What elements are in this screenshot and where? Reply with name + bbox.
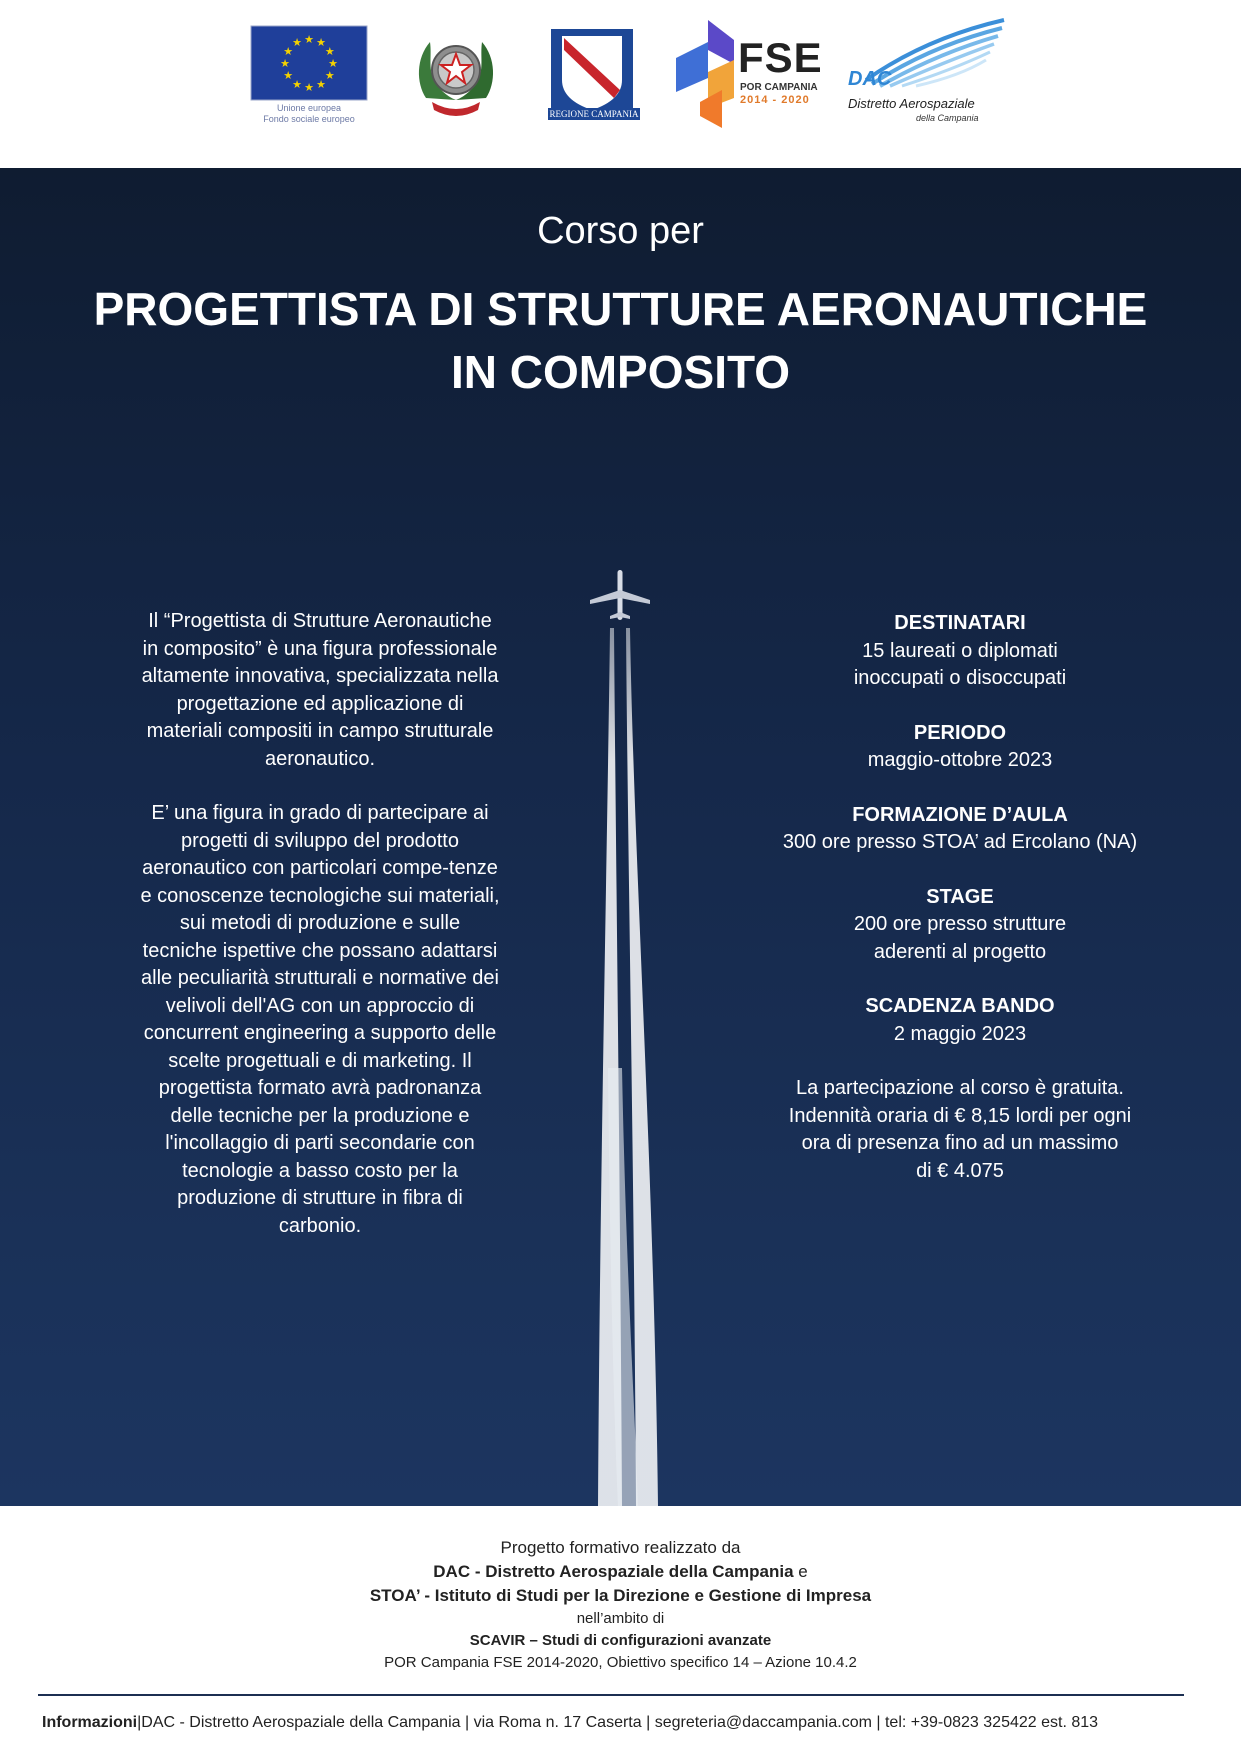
contact-info bbox=[42, 1714, 1098, 1732]
note-line-2: Indennità oraria di € 8,15 lordi per ogni bbox=[788, 1104, 1132, 1127]
fse-logo bbox=[676, 20, 836, 130]
eu-star-icon: ★ bbox=[316, 78, 326, 91]
footer-line-3: STOA’ - Istituto di Studi per la Direzione e Gestione di Impresa bbox=[369, 1586, 872, 1605]
fse-line-2: 2014 - 2020 bbox=[740, 94, 810, 106]
course-title bbox=[0, 278, 1241, 404]
info-note bbox=[770, 1075, 1150, 1185]
info-scadenza bbox=[770, 993, 1150, 1048]
eu-star-icon: ★ bbox=[292, 37, 302, 50]
dac-acronym: DAC bbox=[848, 68, 892, 90]
stage-line-2: aderenti al progetto bbox=[873, 940, 1047, 963]
fse-mark-icon bbox=[676, 20, 742, 128]
hero-section bbox=[0, 168, 1241, 1506]
formazione-heading: FORMAZIONE D’AULA bbox=[852, 803, 1068, 826]
info-periodo bbox=[770, 720, 1150, 775]
eu-star-icon: ★ bbox=[304, 34, 314, 46]
scadenza-heading: SCADENZA BANDO bbox=[865, 995, 1055, 1017]
contact-separator: | bbox=[137, 1714, 142, 1731]
footer-line-2-tail: e bbox=[793, 1562, 808, 1581]
dac-logo bbox=[846, 18, 1016, 130]
course-details bbox=[770, 610, 1150, 1212]
course-subtitle: Corso per bbox=[537, 210, 704, 252]
footer-dac-name: DAC - Distretto Aerospaziale della Campania bbox=[433, 1562, 794, 1581]
footer bbox=[0, 1506, 1241, 1754]
italian-emblem-icon bbox=[412, 28, 500, 120]
formazione-line-1: 300 ore presso STOA’ ad Ercolano (NA) bbox=[782, 831, 1138, 853]
airplane-icon bbox=[590, 570, 650, 620]
eu-flag-icon bbox=[250, 25, 368, 101]
footer-line-2 bbox=[0, 1562, 1241, 1582]
stage-line-1: 200 ore presso strutture bbox=[853, 913, 1067, 935]
footer-line-1: Progetto formativo realizzato da bbox=[500, 1538, 741, 1557]
periodo-heading: PERIODO bbox=[913, 721, 1007, 744]
eu-star-icon: ★ bbox=[324, 70, 335, 82]
eu-logo bbox=[250, 25, 368, 125]
course-description bbox=[140, 608, 500, 1267]
repubblica-emblem bbox=[412, 28, 500, 120]
description-paragraph-1: Il “Progettista di Strutture Aeronautiche in composito” è una figura professionale altamente innovativa, specializzata nella progettazione ed applicazione di materiali compositi in campo strutturale aeronautico. bbox=[141, 610, 499, 770]
eu-star-icon: ★ bbox=[324, 46, 335, 58]
footer-line-5: SCAVIR – Studi di configurazioni avanzate bbox=[469, 1632, 772, 1649]
eu-caption-2: Fondo sociale europeo bbox=[263, 114, 355, 124]
eu-star-icon: ★ bbox=[280, 58, 290, 70]
logo-strip bbox=[0, 0, 1241, 168]
info-destinatari bbox=[770, 610, 1150, 693]
regione-label: REGIONE CAMPANIA bbox=[549, 109, 639, 119]
regione-shield-icon bbox=[550, 28, 634, 120]
eu-star-icon: ★ bbox=[316, 37, 326, 50]
stage-heading: STAGE bbox=[926, 885, 994, 908]
note-line-1: La partecipazione al corso è gratuita. bbox=[796, 1077, 1124, 1099]
regione-campania-logo bbox=[550, 28, 644, 132]
dac-line-1: Distretto Aerospaziale bbox=[848, 96, 975, 111]
destinatari-heading: DESTINATARI bbox=[894, 612, 1026, 634]
fse-line-1: POR CAMPANIA bbox=[740, 82, 818, 93]
info-stage bbox=[770, 884, 1150, 967]
dac-line-2: della Campania bbox=[916, 113, 979, 123]
note-line-3: ora di presenza fino ad un massimo bbox=[801, 1132, 1119, 1154]
destinatari-line-1: 15 laureati o diplomati bbox=[862, 639, 1058, 662]
footer-divider bbox=[38, 1694, 1184, 1696]
course-title-line-2: IN COMPOSITO bbox=[450, 346, 791, 398]
info-formazione bbox=[770, 802, 1150, 857]
eu-star-icon: ★ bbox=[292, 78, 302, 91]
contact-label: Informazioni bbox=[42, 1714, 138, 1731]
eu-star-icon: ★ bbox=[304, 82, 314, 94]
description-paragraph-2: E’ una figura in grado di partecipare ai progetti di sviluppo del prodotto aeronautico con particolari compe-tenze e conoscenze tecnologiche sui materiali, sui metodi di produzione e sulle tecniche ispettive che possano adattarsi alle peculiarità strutturali e normative dei velivoli dell'AG con un approccio di concurrent engineering a supporto delle scelte progettuali e di marketing. Il progettista formato avrà padronanza delle tecniche per la produzione e l'incollaggio di parti secondarie con tecnologie a basso costo per la produzione di strutture in fibra di carbonio. bbox=[140, 802, 500, 1237]
eu-star-icon: ★ bbox=[328, 58, 338, 70]
eu-caption-1: Unione europea bbox=[276, 103, 342, 113]
contact-text: DAC - Distretto Aerospaziale della Campania | via Roma n. 17 Caserta | segreteria@daccampania.com | tel: +39-0823 325422 est. 813 bbox=[141, 1714, 1099, 1731]
eu-star-icon: ★ bbox=[283, 46, 294, 58]
note-line-4: di € 4.075 bbox=[916, 1159, 1004, 1182]
fse-title: FSE bbox=[738, 34, 823, 81]
footer-line-4: nell’ambito di bbox=[576, 1610, 665, 1627]
course-title-line-1: PROGETTISTA DI STRUTTURE AERONAUTICHE bbox=[93, 283, 1148, 335]
footer-line-6: POR Campania FSE 2014-2020, Obiettivo specifico 14 – Azione 10.4.2 bbox=[384, 1654, 857, 1671]
eu-star-icon: ★ bbox=[283, 70, 294, 82]
periodo-line-1: maggio-ottobre 2023 bbox=[867, 749, 1053, 771]
scadenza-line-1: 2 maggio 2023 bbox=[893, 1022, 1027, 1045]
destinatari-line-2: inoccupati o disoccupati bbox=[853, 667, 1067, 689]
